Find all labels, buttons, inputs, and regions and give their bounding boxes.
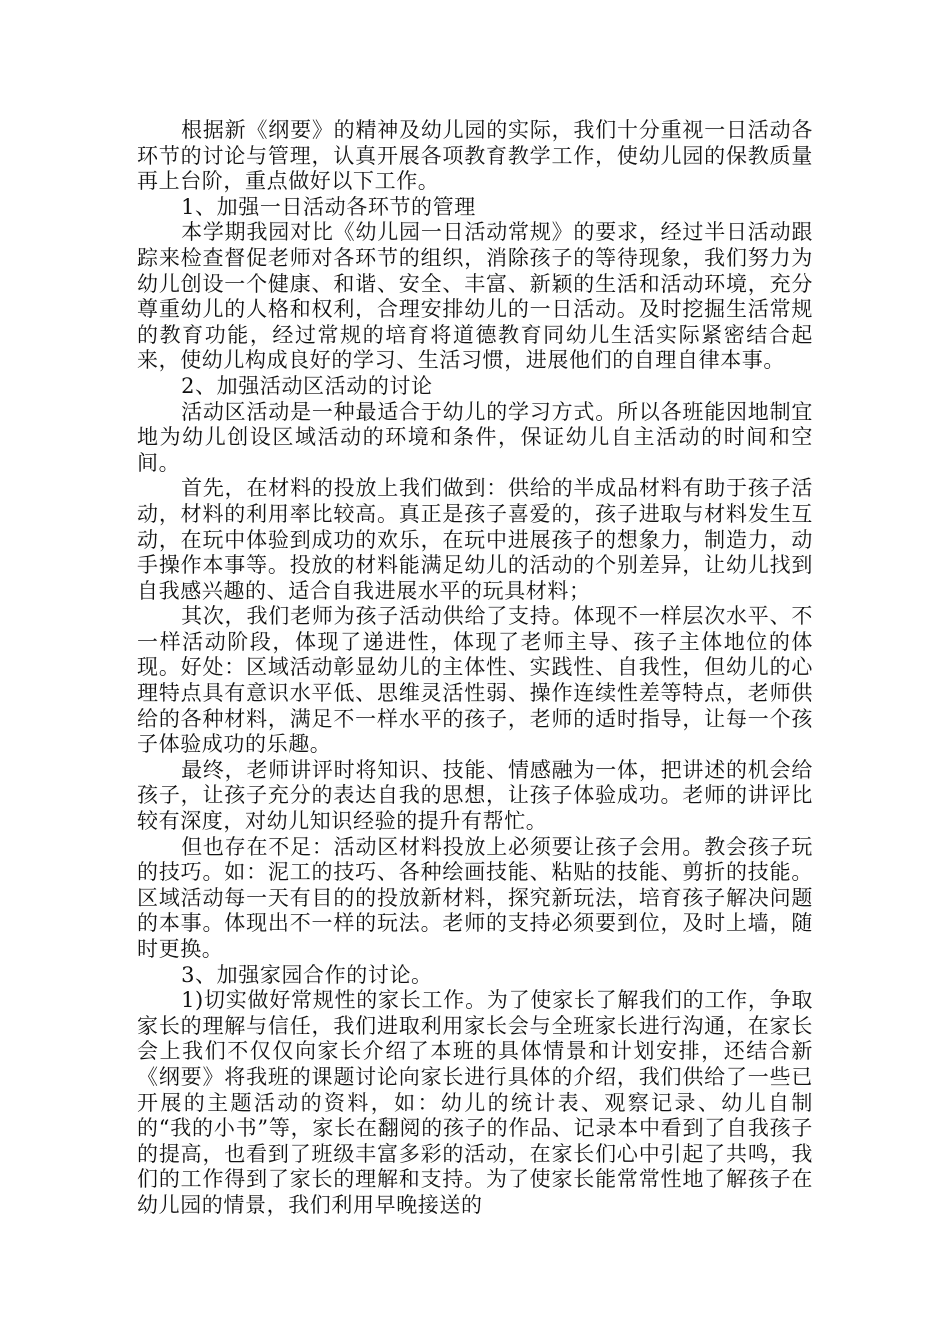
document-page (137, 118, 813, 1219)
paragraph-intro: 根据新《纲要》的精神及幼儿园的实际，我们十分重视一日活动各环节的讨论与管理，认真开展各项教育教学工作，使幼儿园的保教质量再上台阶，重点做好以下工作。 (137, 118, 813, 194)
paragraph-daily-routine: 本学期我园对比《幼儿园一日活动常规》的要求，经过半日活动跟踪来检查督促老师对各环节的组织，消除孩子的等待现象，我们努力为幼儿创设一个健康、和谐、安全、丰富、新颖的生活和活动环境，充分尊重幼儿的人格和权利，合理安排幼儿的一日活动。及时挖掘生活常规的教育功能，经过常规的培育将道德教育同幼儿生活实际紧密结合起来，使幼儿构成良好的学习、生活习惯，进展他们的自理自律本事。 (137, 220, 813, 373)
paragraph-parent-work: 1)切实做好常规性的家长工作。为了使家长了解我们的工作，争取家长的理解与信任，我们进取利用家长会与全班家长进行沟通，在家长会上我们不仅仅向家长介绍了本班的具体情景和计划安排，还结合新《纲要》将我班的课题讨论向家长进行具体的介绍，我们供给了一些已开展的主题活动的资料，如：幼儿的统计表、观察记录、幼儿自制的“我的小书”等，家长在翻阅的孩子的作品、记录本中看到了自我孩子的提高，也看到了班级丰富多彩的活动，在家长们心中引起了共鸣，我们的工作得到了家长的理解和支持。为了使家长能常常性地了解孩子在幼儿园的情景，我们利用早晚接送的 (137, 988, 813, 1217)
section-heading-1: 1、加强一日活动各环节的管理 (181, 194, 476, 219)
section-heading-3: 3、加强家园合作的讨论。 (181, 962, 433, 987)
paragraph-finally: 最终，老师讲评时将知识、技能、情感融为一体，把讲述的机会给孩子，让孩子充分的表达自我的思想，让孩子体验成功。老师的讲评比较有深度，对幼儿知识经验的提升有帮忙。 (137, 757, 813, 834)
paragraph-activity-area: 活动区活动是一种最适合于幼儿的学习方式。所以各班能因地制宜地为幼儿创设区域活动的环境和条件，保证幼儿自主活动的时间和空间。 (137, 399, 813, 475)
paragraph-shortcomings: 但也存在不足：活动区材料投放上必须要让孩子会用。教会孩子玩的技巧。如：泥工的技巧、各种绘画技能、粘贴的技能、剪折的技能。区域活动每一天有目的的投放新材料，探究新玩法，培育孩子解决问题的本事。体现出不一样的玩法。老师的支持必须要到位，及时上墙，随时更换。 (137, 834, 813, 961)
paragraph-second: 其次，我们老师为孩子活动供给了支持。体现不一样层次水平、不一样活动阶段，体现了递进性，体现了老师主导、孩子主体地位的体现。好处：区域活动彰显幼儿的主体性、实践性、自我性，但幼儿的心理特点具有意识水平低、思维灵活性弱、操作连续性差等特点，老师供给的各种材料，满足不一样水平的孩子，老师的适时指导，让每一个孩子体验成功的乐趣。 (137, 604, 813, 757)
paragraph-first: 首先，在材料的投放上我们做到：供给的半成品材料有助于孩子活动，材料的利用率比较高。真正是孩子喜爱的，孩子进取与材料发生互动，在玩中体验到成功的欢乐，在玩中进展孩子的想象力，制造力，动手操作本事等。投放的材料能满足幼儿的活动的个别差异，让幼儿找到自我感兴趣的、适合自我进展水平的玩具材料； (137, 476, 813, 603)
section-heading-2: 2、加强活动区活动的讨论 (181, 373, 433, 398)
